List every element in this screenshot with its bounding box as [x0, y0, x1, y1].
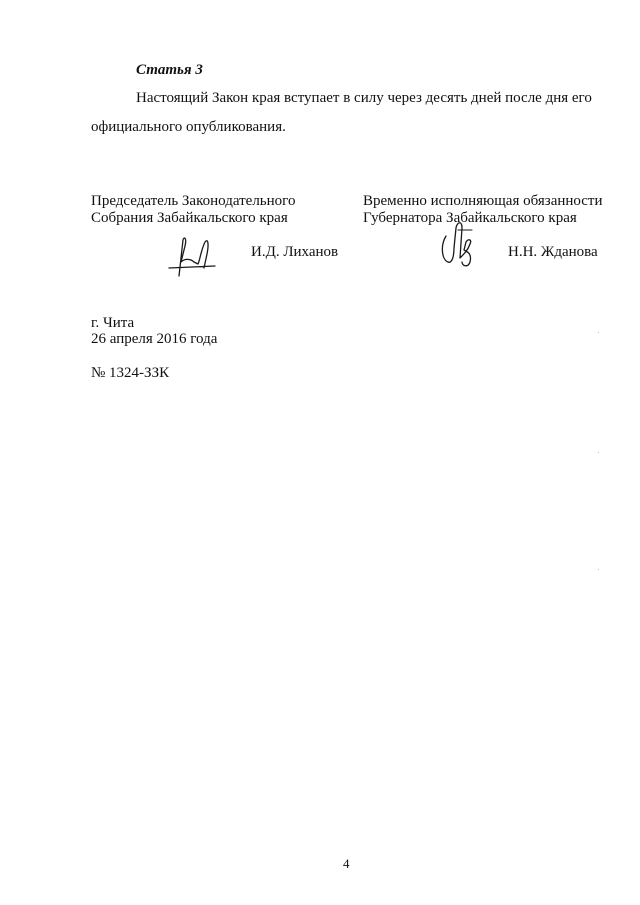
left-signatory-title-line-1: Председатель Законодательного: [91, 193, 296, 209]
left-signatory-name: И.Д. Лиханов: [251, 244, 339, 260]
page-number: 4: [343, 856, 350, 871]
place-of-signing: г. Чита: [91, 315, 135, 331]
right-signatory-title-line-1: Временно исполняющая обязанности: [363, 193, 603, 209]
date-of-signing: 26 апреля 2016 года: [91, 331, 218, 347]
right-signature-image: [436, 218, 480, 270]
scan-artifact-dot: [598, 332, 599, 333]
left-signature-image: [165, 232, 219, 280]
article-title: Статья 3: [136, 62, 203, 78]
scan-artifact-dot: [598, 569, 599, 570]
article-paragraph-line-1: Настоящий Закон края вступает в силу через десять дней после дня его: [136, 90, 592, 106]
law-number: № 1324-ЗЗК: [91, 365, 170, 381]
right-signatory-name: Н.Н. Жданова: [508, 244, 598, 260]
scan-artifact-dot: [598, 452, 599, 453]
article-paragraph-line-2: официального опубликования.: [91, 119, 286, 135]
left-signatory-title-line-2: Собрания Забайкальского края: [91, 210, 288, 226]
right-signatory-title-line-2: Губернатора Забайкальского края: [363, 210, 577, 226]
